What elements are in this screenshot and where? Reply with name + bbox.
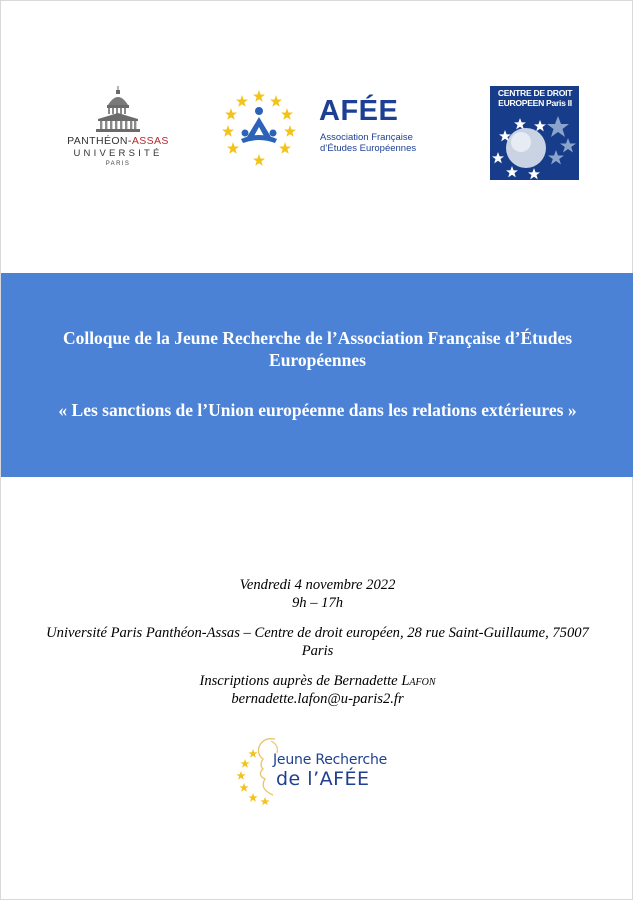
title-banner xyxy=(1,273,633,477)
event-registration xyxy=(31,672,604,690)
afee-logo xyxy=(219,87,419,167)
jeune-recherche-logo xyxy=(233,735,403,805)
event-details xyxy=(31,576,604,708)
pantheon-university: UNIVERSITÉ xyxy=(73,148,163,159)
jeune-recherche-line2: de l’AFÉE xyxy=(276,768,370,790)
afee-subtitle-line2: d’Études Européennes xyxy=(320,143,417,154)
logo-row xyxy=(1,1,633,201)
afee-subtitle-line1: Association Française xyxy=(320,132,413,143)
event-email[interactable]: bernadette.lafon@u-paris2.fr xyxy=(231,691,404,707)
registration-prefix: Inscriptions auprès de Bernadette xyxy=(199,673,402,689)
event-time: 9h – 17h xyxy=(291,595,344,611)
centre-droit-europeen-logo xyxy=(490,86,579,180)
pantheon-name-part2: ASSAS xyxy=(131,135,169,147)
cde-globe-stars-icon xyxy=(490,108,579,180)
afee-title: AFÉE xyxy=(319,95,399,127)
colloque-subtitle: « Les sanctions de l’Union européenne dans les relations extérieures » xyxy=(58,400,577,420)
cde-line2: EUROPEEN Paris II xyxy=(498,97,572,108)
cde-line1: CENTRE DE DROIT xyxy=(497,88,573,98)
pantheon-city: PARIS xyxy=(105,161,131,167)
event-venue: Université Paris Panthéon-Assas – Centre de droit européen, 28 rue Saint-Guillaume, 75007 Paris xyxy=(46,625,589,659)
pantheon-name xyxy=(61,135,175,147)
afee-subtitle xyxy=(320,132,416,154)
colloque-title: Colloque de la Jeune Recherche de l’Association Française d’Études Européennes xyxy=(62,328,573,370)
afee-emblem-icon xyxy=(219,87,299,167)
pantheon-building-icon xyxy=(88,85,148,133)
event-date: Vendredi 4 novembre 2022 xyxy=(239,577,396,593)
registration-name: Lafon xyxy=(401,673,436,689)
cde-text xyxy=(493,89,577,108)
pantheon-assas-logo xyxy=(61,85,175,171)
pantheon-name-part1: PANTHÉON- xyxy=(67,135,132,147)
jeune-recherche-line1: Jeune Recherche xyxy=(273,752,388,768)
